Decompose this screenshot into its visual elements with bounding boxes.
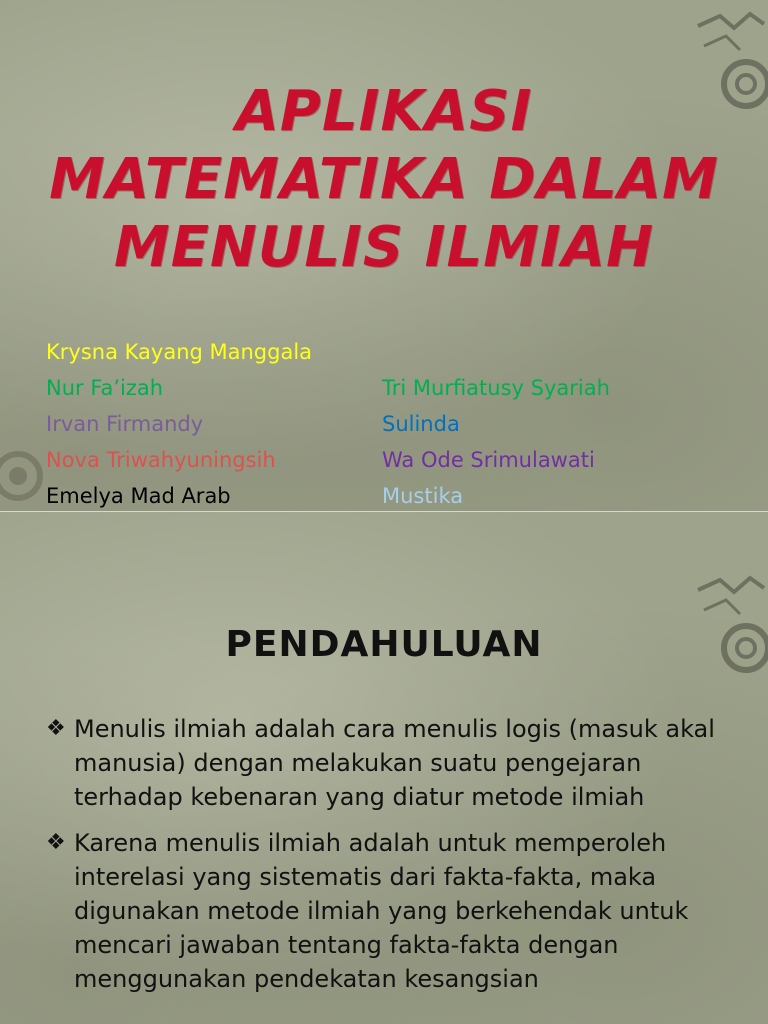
diamond-bullet-icon: ❖ bbox=[46, 830, 66, 855]
author-name: Nova Triwahyuningsih bbox=[46, 448, 276, 472]
title-line-3: MENULIS ILMIAH bbox=[114, 215, 654, 280]
slide-heading: PENDAHULUAN bbox=[225, 624, 543, 665]
diamond-bullet-icon: ❖ bbox=[46, 716, 66, 741]
title-line-1: APLIKASI bbox=[235, 79, 533, 144]
author-name: Tri Murfiatusy Syariah bbox=[382, 376, 610, 400]
slide-title bbox=[40, 78, 728, 282]
author-name: Wa Ode Srimulawati bbox=[382, 448, 595, 472]
bullet-item bbox=[46, 826, 736, 996]
bullet-list bbox=[46, 712, 736, 1008]
author-name: Krysna Kayang Manggala bbox=[46, 340, 313, 364]
author-name: Irvan Firmandy bbox=[46, 412, 204, 436]
title-line-2: MATEMATIKA DALAM bbox=[49, 147, 719, 212]
bullet-item bbox=[46, 712, 736, 814]
bullet-text: Menulis ilmiah adalah cara menulis logis (masuk akal manusia) dengan melakukan suatu pengejaran terhadap kebenaran yang diatur metode ilmiah bbox=[74, 715, 715, 811]
author-name: Sulinda bbox=[382, 412, 460, 436]
content-slide bbox=[0, 512, 768, 1024]
bullet-text: Karena menulis ilmiah adalah untuk memperoleh interelasi yang sistematis dari fakta-fakta, maka digunakan metode ilmiah yang berkehendak untuk mencari jawaban tentang fakta-fakta dengan menggunakan pendekatan kesangsian bbox=[74, 829, 689, 993]
author-name: Mustika bbox=[382, 484, 464, 508]
author-name: Emelya Mad Arab bbox=[46, 484, 231, 508]
author-name: Nur Fa’izah bbox=[46, 376, 164, 400]
